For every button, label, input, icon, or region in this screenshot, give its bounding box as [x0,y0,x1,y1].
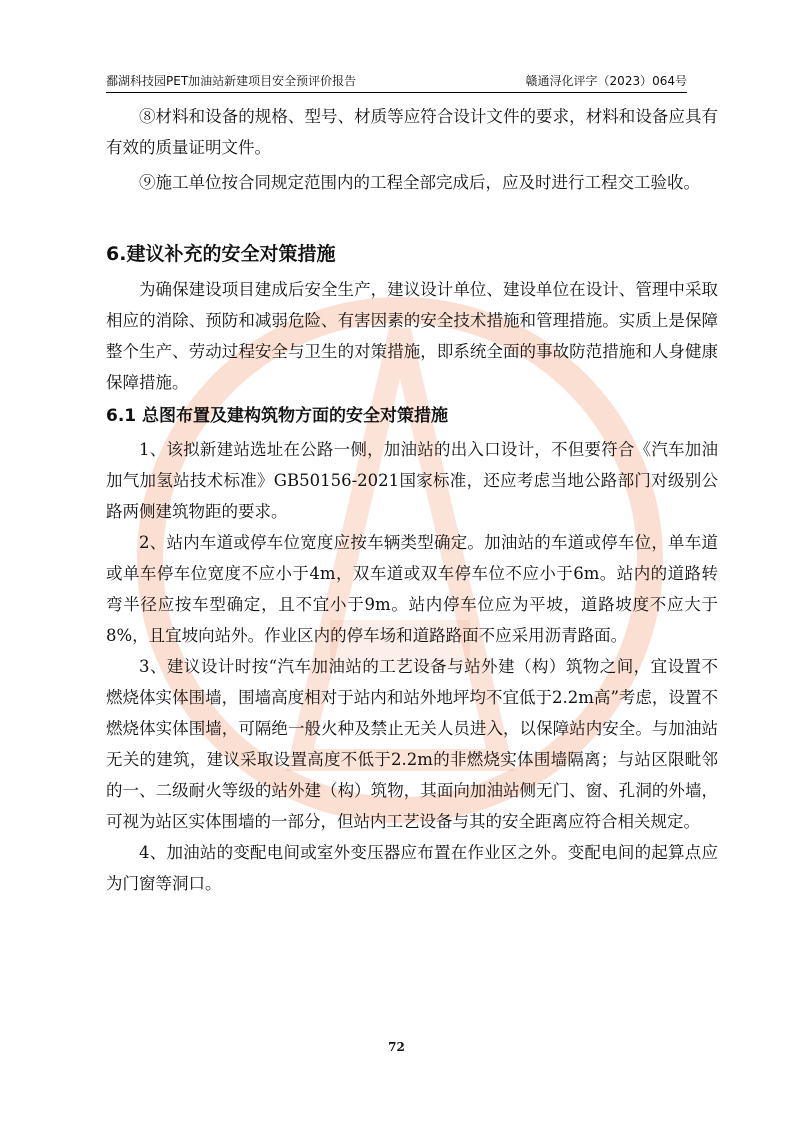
list-item: 4、加油站的变配电间或室外变压器应布置在作业区之外。变配电间的起算点应为门窗等洞口。 [106,843,718,893]
header-divider [106,92,687,93]
list-item: 2、站内车道或停车位宽度应按车辆类型确定。加油站的车道或停车位，单车道或单车停车位宽度不应小于4m，双车道或双车停车位不应小于6m。站内的道路转弯半径应按车型确定，且不宜小于9m。站内停车位应为平坡，道路坡度不应大于8%，且宜坡向站外。作业区内的停车场和道路路面不应采用沥青路面。 [106,533,718,645]
page-number: 72 [388,1040,405,1054]
list-item: 1、该拟新建站选址在公路一侧，加油站的出入口设计，不但要符合《汽车加油加气加氢站技术标准》GB50156-2021国家标准，还应考虑当地公路部门对级别公路两侧建筑物距的要求。 [106,440,718,521]
header-report-title: 鄱湖科技园PET加油站新建项目安全预评价报告 [106,74,357,88]
section-6-intro: 为确保建设项目建成后安全生产，建议设计单位、建设单位在设计、管理中采取相应的消除、预防和减弱危险、有害因素的安全技术措施和管理措施。实质上是保障整个生产、劳动过程安全与卫生的对策措施，即系统全面的事故防范措施和人身健康保障措施。 [106,280,718,392]
section-6-1-heading: 6.1 总图布置及建构筑物方面的安全对策措施 [106,406,449,426]
page-body [106,101,718,899]
paragraph-item-8: ⑧材料和设备的规格、型号、材质等应符合设计文件的要求，材料和设备应具有有效的质量证明文件。 [106,107,718,157]
section-6-heading: 6.建议补充的安全对策措施 [106,243,336,265]
header-report-number: 赣通浔化评字（2023）064号 [525,74,687,88]
page-header [106,69,687,89]
list-item: 3、建议设计时按“汽车加油站的工艺设备与站外建（构）筑物之间，宜设置不燃烧体实体围墙，围墙高度相对于站内和站外地坪均不宜低于2.2m高”考虑，设置不燃烧体实体围墙，可隔绝一般火种及禁止无关人员进入，以保障站内安全。与加油站无关的建筑，建议采取设置高度不低于2.2m的非燃烧实体围墙隔离；与站区限毗邻的一、二级耐火等级的站外建（构）筑物，其面向加油站侧无门、窗、孔洞的外墙，可视为站区实体围墙的一部分，但站内工艺设备与其的安全距离应符合相关规定。 [106,657,718,831]
paragraph-item-9: ⑨施工单位按合同规定范围内的工程全部完成后，应及时进行工程交工验收。 [139,173,700,192]
